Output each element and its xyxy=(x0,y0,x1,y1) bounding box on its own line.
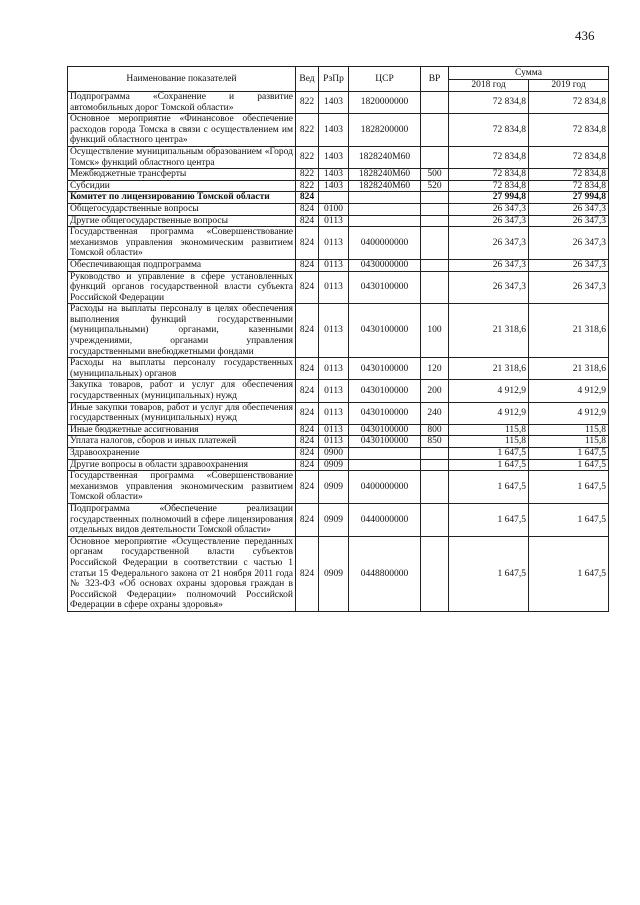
cell-name: Обеспечивающая подпрограмма xyxy=(68,259,296,271)
cell-y2018: 21 318,6 xyxy=(449,358,529,380)
cell-name: Осуществление муниципальным образованием «Город Томск» функций областного центра xyxy=(68,146,296,168)
table-row xyxy=(68,436,609,448)
cell-y2019: 26 347,3 xyxy=(529,215,609,227)
cell-ved: 824 xyxy=(296,436,319,448)
cell-vr xyxy=(421,114,449,147)
table-row xyxy=(68,180,609,192)
cell-csr: 0400000000 xyxy=(349,471,421,504)
cell-name: Расходы на выплаты персоналу в целях обеспечения выполнения функций государственными (муниципальными) органами, казенными учреждениями, органами управления государственными внебюджетными фондами xyxy=(68,304,296,358)
cell-y2019: 72 834,8 xyxy=(529,169,609,181)
table-row xyxy=(68,192,609,204)
cell-rzpr: 1403 xyxy=(319,114,349,147)
cell-vr xyxy=(421,471,449,504)
cell-vr: 800 xyxy=(421,424,449,436)
cell-rzpr: 0113 xyxy=(319,227,349,260)
cell-ved: 824 xyxy=(296,192,319,204)
cell-y2019: 72 834,8 xyxy=(529,146,609,168)
cell-vr: 200 xyxy=(421,380,449,402)
cell-y2018: 1 647,5 xyxy=(449,536,529,611)
cell-csr: 0440000000 xyxy=(349,503,421,536)
header-csr: ЦСР xyxy=(349,67,421,92)
table-row xyxy=(68,146,609,168)
cell-name: Основное мероприятие «Финансовое обеспечение расходов города Томска в связи с осуществлением им функций областного центра» xyxy=(68,114,296,147)
cell-y2019: 115,8 xyxy=(529,424,609,436)
cell-csr: 0430000000 xyxy=(349,259,421,271)
cell-y2018: 4 912,9 xyxy=(449,402,529,424)
cell-name: Другие общегосударственные вопросы xyxy=(68,215,296,227)
cell-y2019: 4 912,9 xyxy=(529,402,609,424)
header-2018: 2018 год xyxy=(449,80,529,92)
cell-ved: 824 xyxy=(296,304,319,358)
cell-y2019: 115,8 xyxy=(529,436,609,448)
header-vr: ВР xyxy=(421,67,449,92)
cell-vr xyxy=(421,503,449,536)
table-body xyxy=(68,92,609,612)
cell-csr: 1828200000 xyxy=(349,114,421,147)
table-row xyxy=(68,92,609,114)
cell-rzpr: 0113 xyxy=(319,271,349,304)
budget-table xyxy=(67,66,609,612)
cell-ved: 822 xyxy=(296,92,319,114)
cell-name: Иные бюджетные ассигнования xyxy=(68,424,296,436)
cell-y2018: 27 994,8 xyxy=(449,192,529,204)
cell-csr xyxy=(349,215,421,227)
cell-vr xyxy=(421,92,449,114)
page-number: 436 xyxy=(575,28,595,43)
cell-vr xyxy=(421,146,449,168)
cell-y2019: 1 647,5 xyxy=(529,448,609,460)
cell-ved: 824 xyxy=(296,271,319,304)
cell-csr: 1828240М60 xyxy=(349,180,421,192)
cell-rzpr: 0113 xyxy=(319,436,349,448)
table-row xyxy=(68,424,609,436)
cell-vr xyxy=(421,259,449,271)
cell-csr xyxy=(349,203,421,215)
cell-vr xyxy=(421,203,449,215)
table-row xyxy=(68,448,609,460)
cell-ved: 822 xyxy=(296,180,319,192)
table-row xyxy=(68,536,609,611)
header-sum: Сумма xyxy=(449,67,609,80)
header-2019: 2019 год xyxy=(529,80,609,92)
cell-name: Руководство и управление в сфере установленных функций органов государственной власти субъекта Российской Федерации xyxy=(68,271,296,304)
table-row xyxy=(68,203,609,215)
cell-ved: 824 xyxy=(296,536,319,611)
cell-csr: 0430100000 xyxy=(349,271,421,304)
cell-csr: 1820000000 xyxy=(349,92,421,114)
cell-ved: 824 xyxy=(296,358,319,380)
cell-rzpr: 0900 xyxy=(319,448,349,460)
table-row xyxy=(68,227,609,260)
cell-vr: 120 xyxy=(421,358,449,380)
cell-ved: 824 xyxy=(296,402,319,424)
cell-y2018: 1 647,5 xyxy=(449,503,529,536)
cell-vr xyxy=(421,215,449,227)
cell-name: Межбюджетные трансферты xyxy=(68,169,296,181)
cell-csr xyxy=(349,448,421,460)
cell-y2019: 26 347,3 xyxy=(529,227,609,260)
cell-csr: 1828240М60 xyxy=(349,146,421,168)
cell-y2018: 72 834,8 xyxy=(449,169,529,181)
cell-csr: 0430100000 xyxy=(349,436,421,448)
cell-vr xyxy=(421,227,449,260)
cell-vr xyxy=(421,271,449,304)
table-row xyxy=(68,380,609,402)
cell-ved: 824 xyxy=(296,448,319,460)
cell-rzpr: 1403 xyxy=(319,92,349,114)
table-row xyxy=(68,271,609,304)
table-row xyxy=(68,503,609,536)
cell-y2018: 1 647,5 xyxy=(449,471,529,504)
cell-ved: 824 xyxy=(296,259,319,271)
cell-rzpr: 0113 xyxy=(319,380,349,402)
cell-csr: 0400000000 xyxy=(349,227,421,260)
header-rzpr: РзПр xyxy=(319,67,349,92)
cell-name: Субсидии xyxy=(68,180,296,192)
cell-ved: 824 xyxy=(296,380,319,402)
cell-y2018: 72 834,8 xyxy=(449,146,529,168)
table-row xyxy=(68,402,609,424)
cell-vr xyxy=(421,192,449,204)
header-name: Наименование показателей xyxy=(68,67,296,92)
cell-ved: 824 xyxy=(296,424,319,436)
cell-y2019: 1 647,5 xyxy=(529,471,609,504)
cell-y2018: 26 347,3 xyxy=(449,227,529,260)
cell-y2019: 1 647,5 xyxy=(529,503,609,536)
cell-y2018: 26 347,3 xyxy=(449,271,529,304)
cell-ved: 824 xyxy=(296,203,319,215)
cell-y2019: 26 347,3 xyxy=(529,203,609,215)
cell-name: Государственная программа «Совершенствование механизмов управления экономическим развитием Томской области» xyxy=(68,471,296,504)
cell-y2019: 1 647,5 xyxy=(529,459,609,471)
cell-ved: 824 xyxy=(296,215,319,227)
cell-name: Государственная программа «Совершенствование механизмов управления экономическим развитием Томской области» xyxy=(68,227,296,260)
cell-y2019: 4 912,9 xyxy=(529,380,609,402)
cell-rzpr: 0113 xyxy=(319,402,349,424)
cell-y2018: 26 347,3 xyxy=(449,203,529,215)
cell-y2018: 72 834,8 xyxy=(449,180,529,192)
cell-csr: 0430100000 xyxy=(349,358,421,380)
cell-rzpr: 0909 xyxy=(319,536,349,611)
cell-y2019: 21 318,6 xyxy=(529,304,609,358)
table-row xyxy=(68,169,609,181)
cell-y2019: 72 834,8 xyxy=(529,180,609,192)
cell-vr xyxy=(421,536,449,611)
cell-rzpr: 0113 xyxy=(319,259,349,271)
cell-y2019: 72 834,8 xyxy=(529,92,609,114)
cell-ved: 824 xyxy=(296,503,319,536)
cell-csr: 0430100000 xyxy=(349,380,421,402)
cell-y2019: 26 347,3 xyxy=(529,271,609,304)
cell-ved: 822 xyxy=(296,146,319,168)
cell-ved: 824 xyxy=(296,471,319,504)
cell-rzpr: 0909 xyxy=(319,503,349,536)
cell-y2018: 1 647,5 xyxy=(449,448,529,460)
cell-rzpr: 0909 xyxy=(319,459,349,471)
cell-ved: 822 xyxy=(296,169,319,181)
cell-y2018: 26 347,3 xyxy=(449,259,529,271)
cell-y2018: 21 318,6 xyxy=(449,304,529,358)
cell-y2018: 1 647,5 xyxy=(449,459,529,471)
cell-vr xyxy=(421,448,449,460)
cell-y2019: 21 318,6 xyxy=(529,358,609,380)
cell-csr: 0430100000 xyxy=(349,424,421,436)
cell-y2019: 26 347,3 xyxy=(529,259,609,271)
cell-y2018: 115,8 xyxy=(449,436,529,448)
cell-ved: 824 xyxy=(296,227,319,260)
cell-vr xyxy=(421,459,449,471)
table-row xyxy=(68,259,609,271)
cell-y2019: 72 834,8 xyxy=(529,114,609,147)
cell-name: Уплата налогов, сборов и иных платежей xyxy=(68,436,296,448)
cell-y2018: 72 834,8 xyxy=(449,114,529,147)
table-row xyxy=(68,215,609,227)
cell-vr: 520 xyxy=(421,180,449,192)
cell-vr: 500 xyxy=(421,169,449,181)
cell-name: Подпрограмма «Обеспечение реализации государственных полномочий в сфере лицензирования отдельных видов деятельности Томской области» xyxy=(68,503,296,536)
cell-name: Закупка товаров, работ и услуг для обеспечения государственных (муниципальных) нужд xyxy=(68,380,296,402)
cell-csr: 1828240М60 xyxy=(349,169,421,181)
cell-y2018: 26 347,3 xyxy=(449,215,529,227)
cell-name: Основное мероприятие «Осуществление переданных органам государственной власти субъектов Российской Федерации в соответствии с частью 1 статьи 15 Федерального закона от 21 ноября 2011 года № 323-ФЗ «Об основах охраны здоровья граждан в Российской Федерации» полномочий Российской Федерации в сфере охраны здоровья» xyxy=(68,536,296,611)
cell-y2018: 72 834,8 xyxy=(449,92,529,114)
table-row xyxy=(68,471,609,504)
cell-rzpr xyxy=(319,192,349,204)
table-row xyxy=(68,114,609,147)
cell-vr: 850 xyxy=(421,436,449,448)
table-row xyxy=(68,459,609,471)
cell-y2019: 1 647,5 xyxy=(529,536,609,611)
cell-rzpr: 1403 xyxy=(319,180,349,192)
cell-ved: 824 xyxy=(296,459,319,471)
cell-name: Другие вопросы в области здравоохранения xyxy=(68,459,296,471)
cell-y2019: 27 994,8 xyxy=(529,192,609,204)
cell-name: Расходы на выплаты персоналу государственных (муниципальных) органов xyxy=(68,358,296,380)
cell-name: Здравоохранение xyxy=(68,448,296,460)
cell-y2018: 4 912,9 xyxy=(449,380,529,402)
cell-name: Иные закупки товаров, работ и услуг для обеспечения государственных (муниципальных) нужд xyxy=(68,402,296,424)
cell-rzpr: 0909 xyxy=(319,471,349,504)
cell-rzpr: 0113 xyxy=(319,304,349,358)
cell-rzpr: 0113 xyxy=(319,215,349,227)
table-row xyxy=(68,304,609,358)
cell-vr: 240 xyxy=(421,402,449,424)
table-row xyxy=(68,358,609,380)
cell-rzpr: 1403 xyxy=(319,169,349,181)
cell-rzpr: 1403 xyxy=(319,146,349,168)
cell-csr: 0448800000 xyxy=(349,536,421,611)
cell-vr: 100 xyxy=(421,304,449,358)
cell-rzpr: 0100 xyxy=(319,203,349,215)
cell-rzpr: 0113 xyxy=(319,358,349,380)
cell-name: Комитет по лицензированию Томской области xyxy=(68,192,296,204)
cell-name: Общегосударственные вопросы xyxy=(68,203,296,215)
cell-csr xyxy=(349,192,421,204)
cell-rzpr: 0113 xyxy=(319,424,349,436)
cell-y2018: 115,8 xyxy=(449,424,529,436)
cell-ved: 822 xyxy=(296,114,319,147)
cell-csr xyxy=(349,459,421,471)
header-ved: Вед xyxy=(296,67,319,92)
cell-csr: 0430100000 xyxy=(349,402,421,424)
cell-csr: 0430100000 xyxy=(349,304,421,358)
cell-name: Подпрограмма «Сохранение и развитие автомобильных дорог Томской области» xyxy=(68,92,296,114)
